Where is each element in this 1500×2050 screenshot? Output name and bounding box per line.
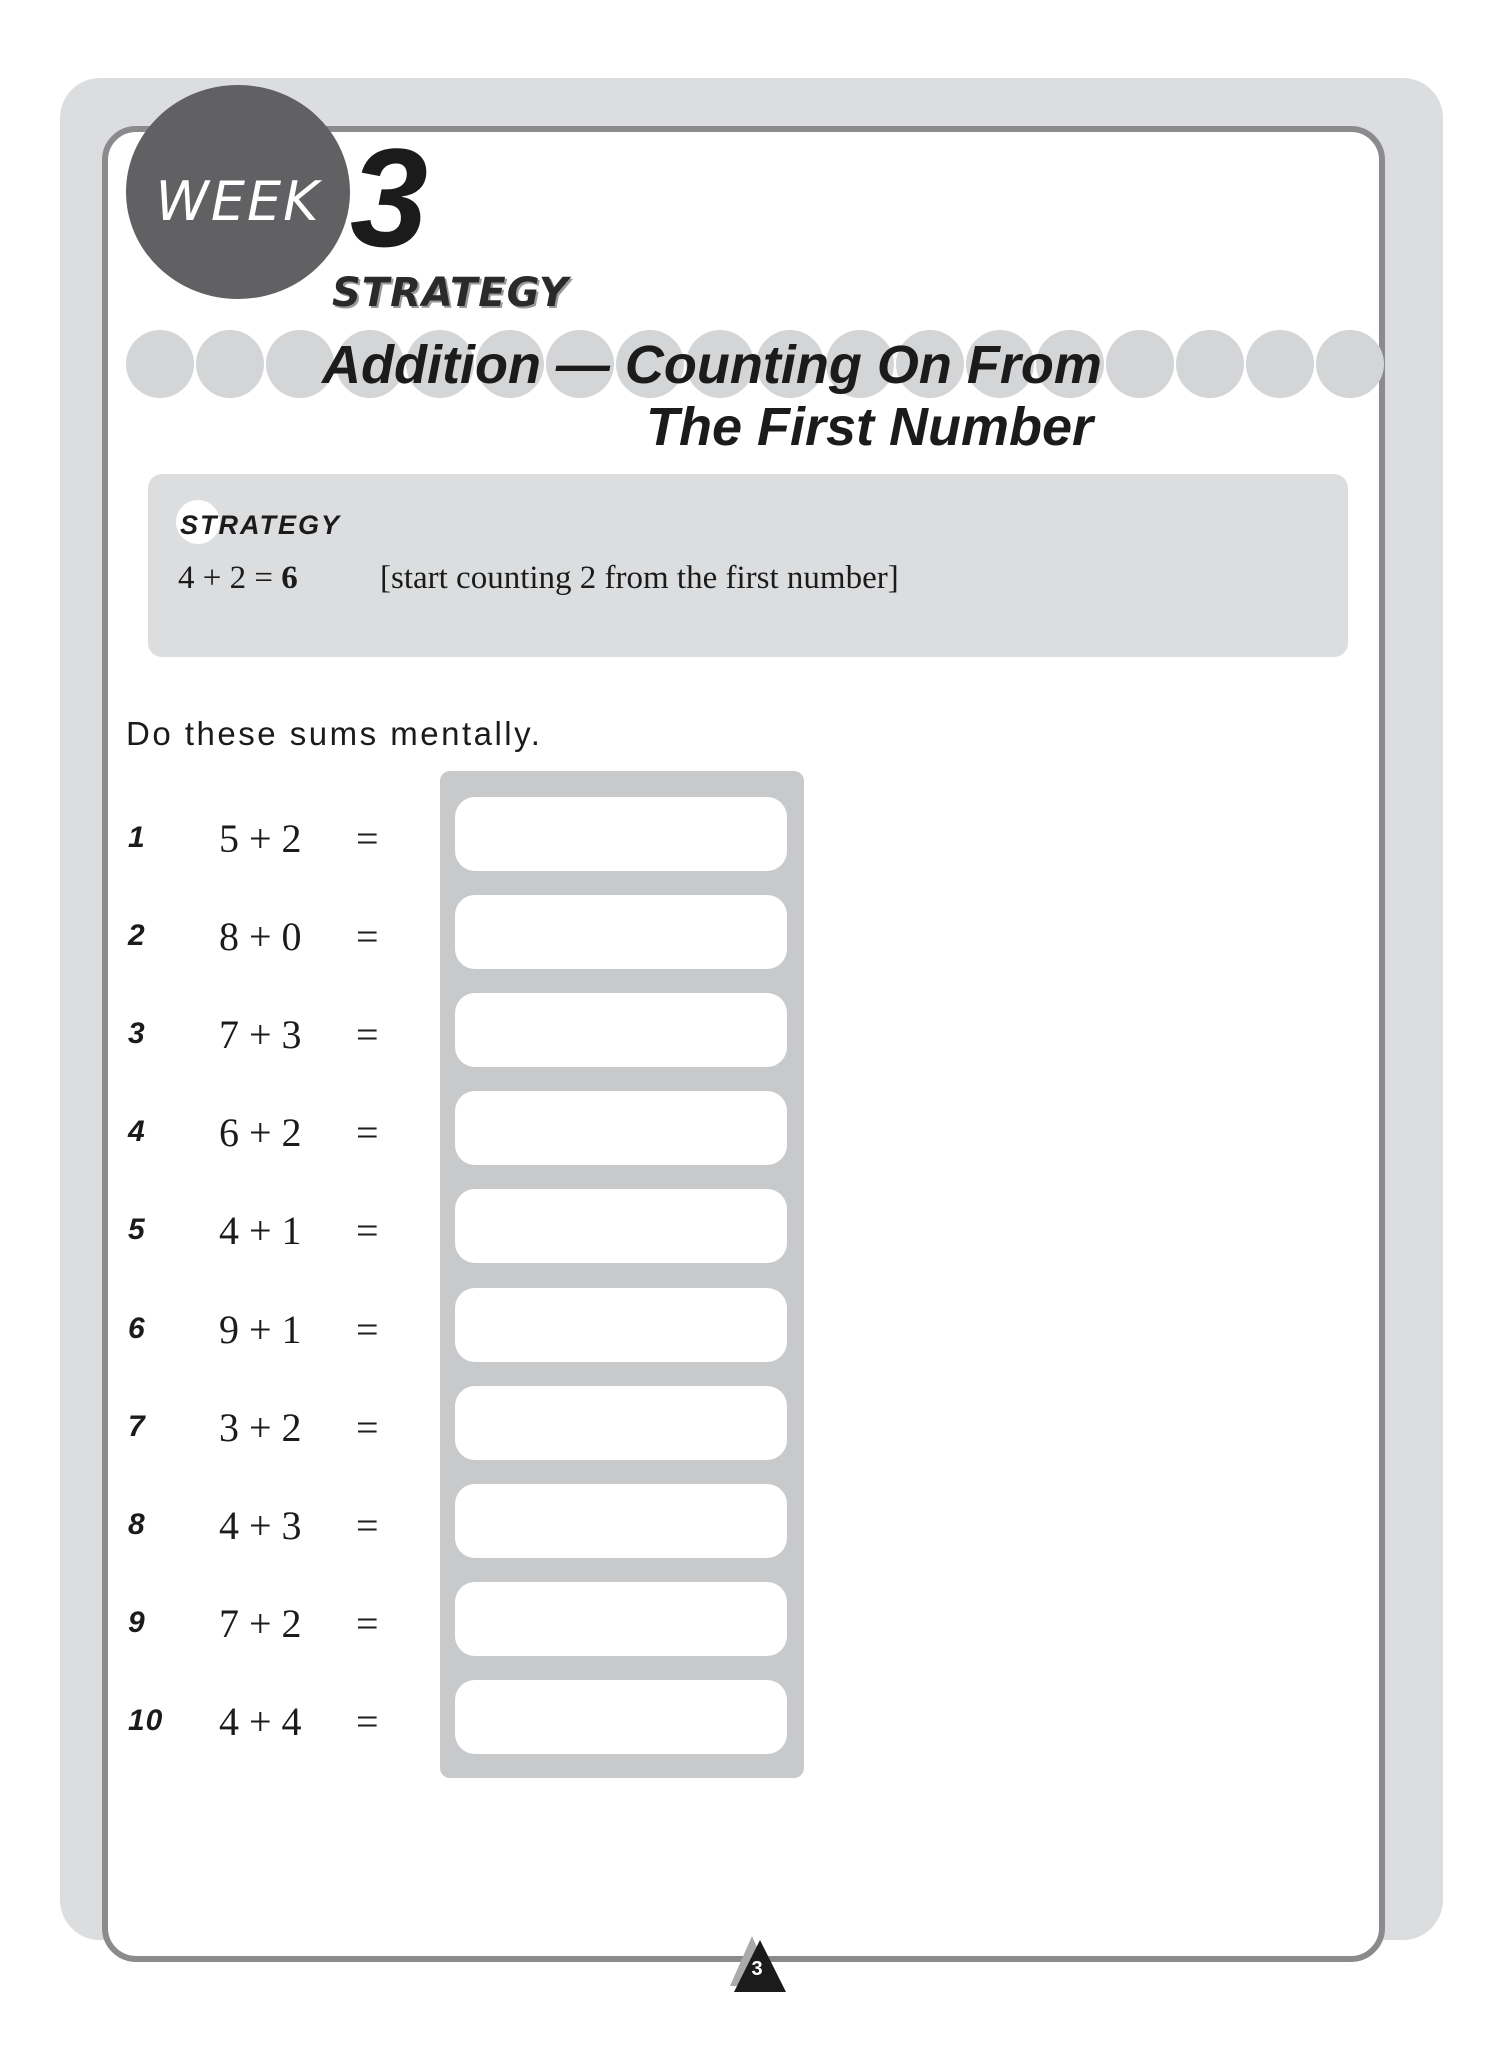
question-expression: 4 + 3 [219, 1502, 302, 1548]
question-row [0, 991, 1500, 1089]
decorative-dot [196, 330, 264, 398]
question-number: 10 [128, 1703, 164, 1737]
equals-sign: = [356, 1208, 379, 1254]
title-line-1: Addition — Counting On From [322, 335, 1102, 395]
question-row [0, 1286, 1500, 1384]
week-number: 3 [350, 119, 428, 276]
equals-sign: = [356, 1012, 379, 1058]
equals-sign: = [356, 1306, 379, 1352]
question-number: 1 [128, 821, 146, 854]
page-number: 3 [751, 1958, 763, 1980]
question-row [0, 1678, 1500, 1776]
question-row [0, 1089, 1500, 1187]
strategy-kicker: STRATEGY [332, 270, 569, 316]
title-line-2: The First Number [646, 397, 1094, 457]
question-expression: 6 + 2 [219, 1110, 302, 1156]
decorative-dot [1106, 330, 1174, 398]
answer-box[interactable] [455, 993, 787, 1067]
question-expression: 4 + 1 [219, 1208, 302, 1254]
equals-sign: = [356, 1600, 379, 1646]
question-row [0, 893, 1500, 991]
decorative-dot [1316, 330, 1384, 398]
answer-box[interactable] [455, 1484, 787, 1558]
equals-sign: = [356, 1698, 379, 1744]
answer-box[interactable] [455, 1386, 787, 1460]
question-number: 2 [128, 919, 146, 953]
strategy-example-expr: 4 + 2 = [178, 560, 282, 596]
question-expression: 7 + 2 [219, 1600, 302, 1646]
week-label: WEEK [155, 170, 321, 233]
strategy-example-answer: 6 [281, 560, 298, 596]
question-row [0, 1384, 1500, 1482]
question-number: 8 [128, 1507, 146, 1541]
question-number: 7 [128, 1409, 146, 1443]
strategy-note: [start counting 2 from the first number] [380, 560, 899, 596]
question-number: 6 [128, 1311, 146, 1345]
question-expression: 3 + 2 [219, 1404, 302, 1450]
equals-sign: = [356, 1110, 379, 1156]
instruction-text: Do these sums mentally. [126, 715, 543, 752]
answer-box[interactable] [455, 797, 787, 871]
question-number: 3 [128, 1017, 146, 1051]
question-expression: 4 + 4 [219, 1698, 302, 1744]
decorative-dot [1246, 330, 1314, 398]
decorative-dot [126, 330, 194, 398]
answer-box[interactable] [455, 895, 787, 969]
equals-sign: = [356, 914, 379, 960]
question-number: 4 [128, 1115, 146, 1149]
question-expression: 8 + 0 [219, 914, 302, 960]
question-expression: 9 + 1 [219, 1306, 302, 1352]
strategy-box-label: STRATEGY [180, 510, 342, 540]
equals-sign: = [356, 1502, 379, 1548]
equals-sign: = [356, 816, 379, 861]
question-number: 9 [128, 1605, 146, 1639]
question-row [0, 795, 1500, 893]
question-number: 5 [128, 1213, 146, 1247]
answer-box[interactable] [455, 1680, 787, 1754]
question-expression: 5 + 2 [219, 816, 302, 861]
answer-box[interactable] [455, 1582, 787, 1656]
question-row [0, 1482, 1500, 1580]
question-expression: 7 + 3 [219, 1012, 302, 1058]
decorative-dot [1176, 330, 1244, 398]
answer-box[interactable] [455, 1189, 787, 1263]
question-row [0, 1580, 1500, 1678]
question-row [0, 1187, 1500, 1285]
equals-sign: = [356, 1404, 379, 1450]
strategy-example [178, 560, 298, 597]
answer-box[interactable] [455, 1288, 787, 1362]
answer-box[interactable] [455, 1091, 787, 1165]
